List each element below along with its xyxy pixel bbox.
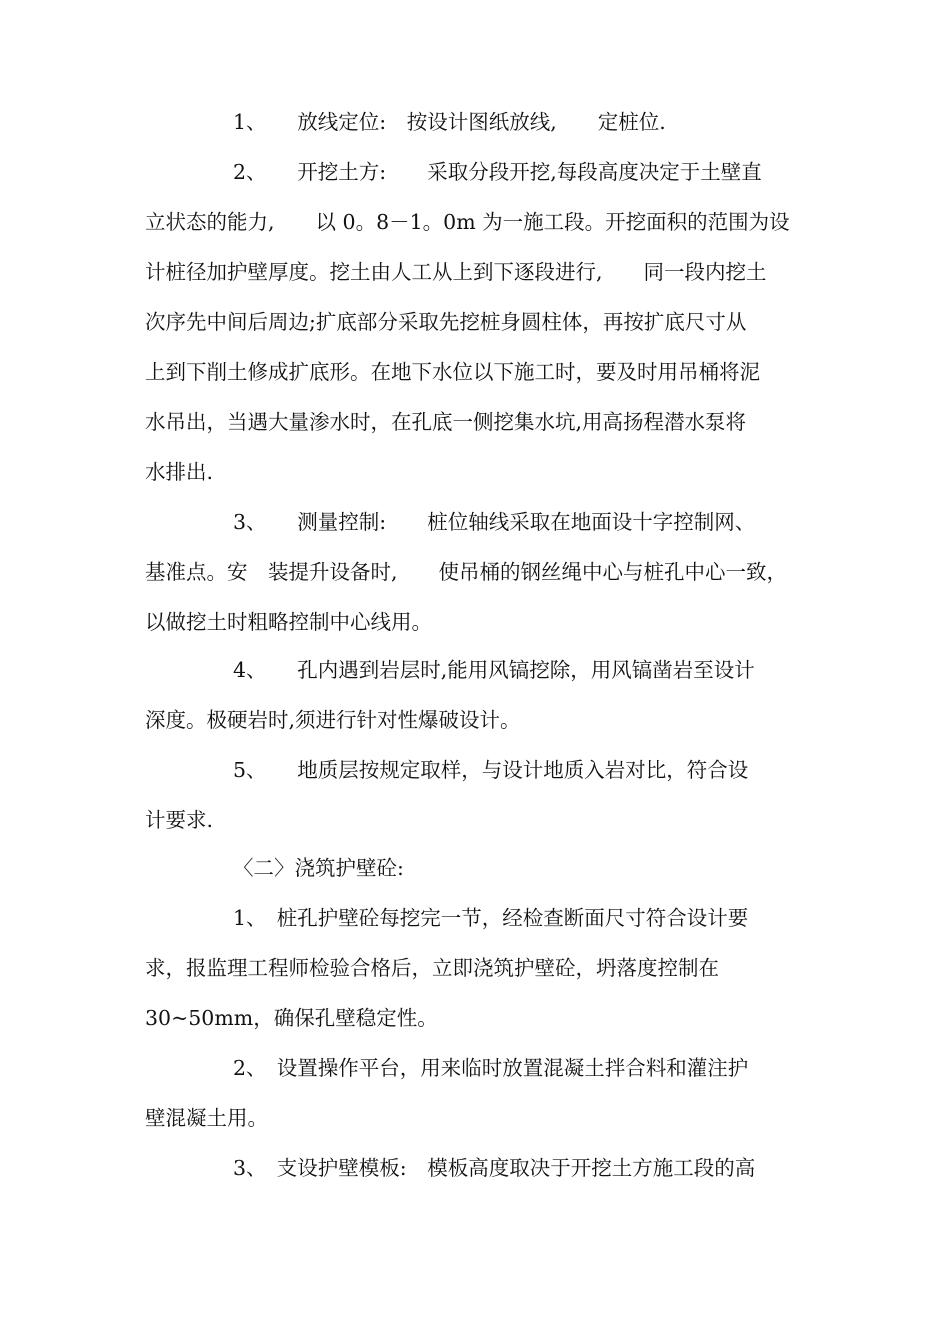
paragraph-7 — [145, 1043, 810, 1143]
paragraph-line: 1、 桩孔护壁砼每挖完一节，经检查断面尺寸符合设计要 — [233, 906, 749, 930]
paragraph-1 — [145, 97, 810, 147]
paragraph-line: 次序先中间后周边;扩底部分采取先挖桩身圆柱体，再按扩底尺寸从 — [145, 310, 747, 334]
paragraph-line: 4、 孔内遇到岩层时,能用风镐挖除，用风镐凿岩至设计 — [233, 658, 755, 682]
paragraph-line: 计要求. — [145, 808, 214, 832]
paragraph-line: 基准点。安 装提升设备时, 使吊桶的钢丝绳中心与桩孔中心一致， — [145, 560, 788, 584]
paragraph-line: 30~50mm，确保孔壁稳定性。 — [145, 1006, 438, 1030]
section-heading-text: 〈二〉浇筑护壁砼: — [233, 856, 404, 880]
paragraph-line: 水吊出，当遇大量渗水时，在孔底一侧挖集水坑,用高扬程潜水泵将 — [145, 410, 747, 434]
paragraph-line: 1、 放线定位: 按设计图纸放线, 定桩位. — [233, 110, 666, 134]
paragraph-line: 3、 支设护壁模板: 模板高度取决于开挖土方施工段的高 — [233, 1156, 756, 1180]
paragraph-line: 2、 开挖土方: 采取分段开挖,每段高度决定于土壁直 — [233, 160, 762, 184]
paragraph-2 — [145, 147, 810, 497]
paragraph-line: 深度。极硬岩时,须进行针对性爆破设计。 — [145, 708, 521, 732]
section-heading — [145, 843, 810, 893]
paragraph-line: 水排出. — [145, 460, 214, 484]
paragraph-line: 3、 测量控制: 桩位轴线采取在地面设十字控制网、 — [233, 510, 756, 534]
paragraph-line: 2、 设置操作平台，用来临时放置混凝土拌合料和灌注护 — [233, 1056, 749, 1080]
paragraph-6 — [145, 893, 810, 1043]
paragraph-line: 立状态的能力, 以 0。8－1。0m 为一施工段。开挖面积的范围为设 — [145, 210, 790, 234]
paragraph-4 — [145, 645, 810, 745]
paragraph-line: 以做挖土时粗略控制中心线用。 — [145, 610, 432, 634]
paragraph-3 — [145, 497, 810, 647]
paragraph-line: 求，报监理工程师检验合格后，立即浇筑护壁砼，坍落度控制在 — [145, 956, 719, 980]
paragraph-line: 计桩径加护壁厚度。挖土由人工从上到下逐段进行, 同一段内挖土 — [145, 260, 767, 284]
paragraph-8 — [145, 1143, 810, 1193]
paragraph-5 — [145, 745, 810, 845]
paragraph-line: 上到下削土修成扩底形。在地下水位以下施工时，要及时用吊桶将泥 — [145, 360, 760, 384]
paragraph-line: 壁混凝土用。 — [145, 1106, 268, 1130]
paragraph-line: 5、 地质层按规定取样，与设计地质入岩对比，符合设 — [233, 758, 749, 782]
